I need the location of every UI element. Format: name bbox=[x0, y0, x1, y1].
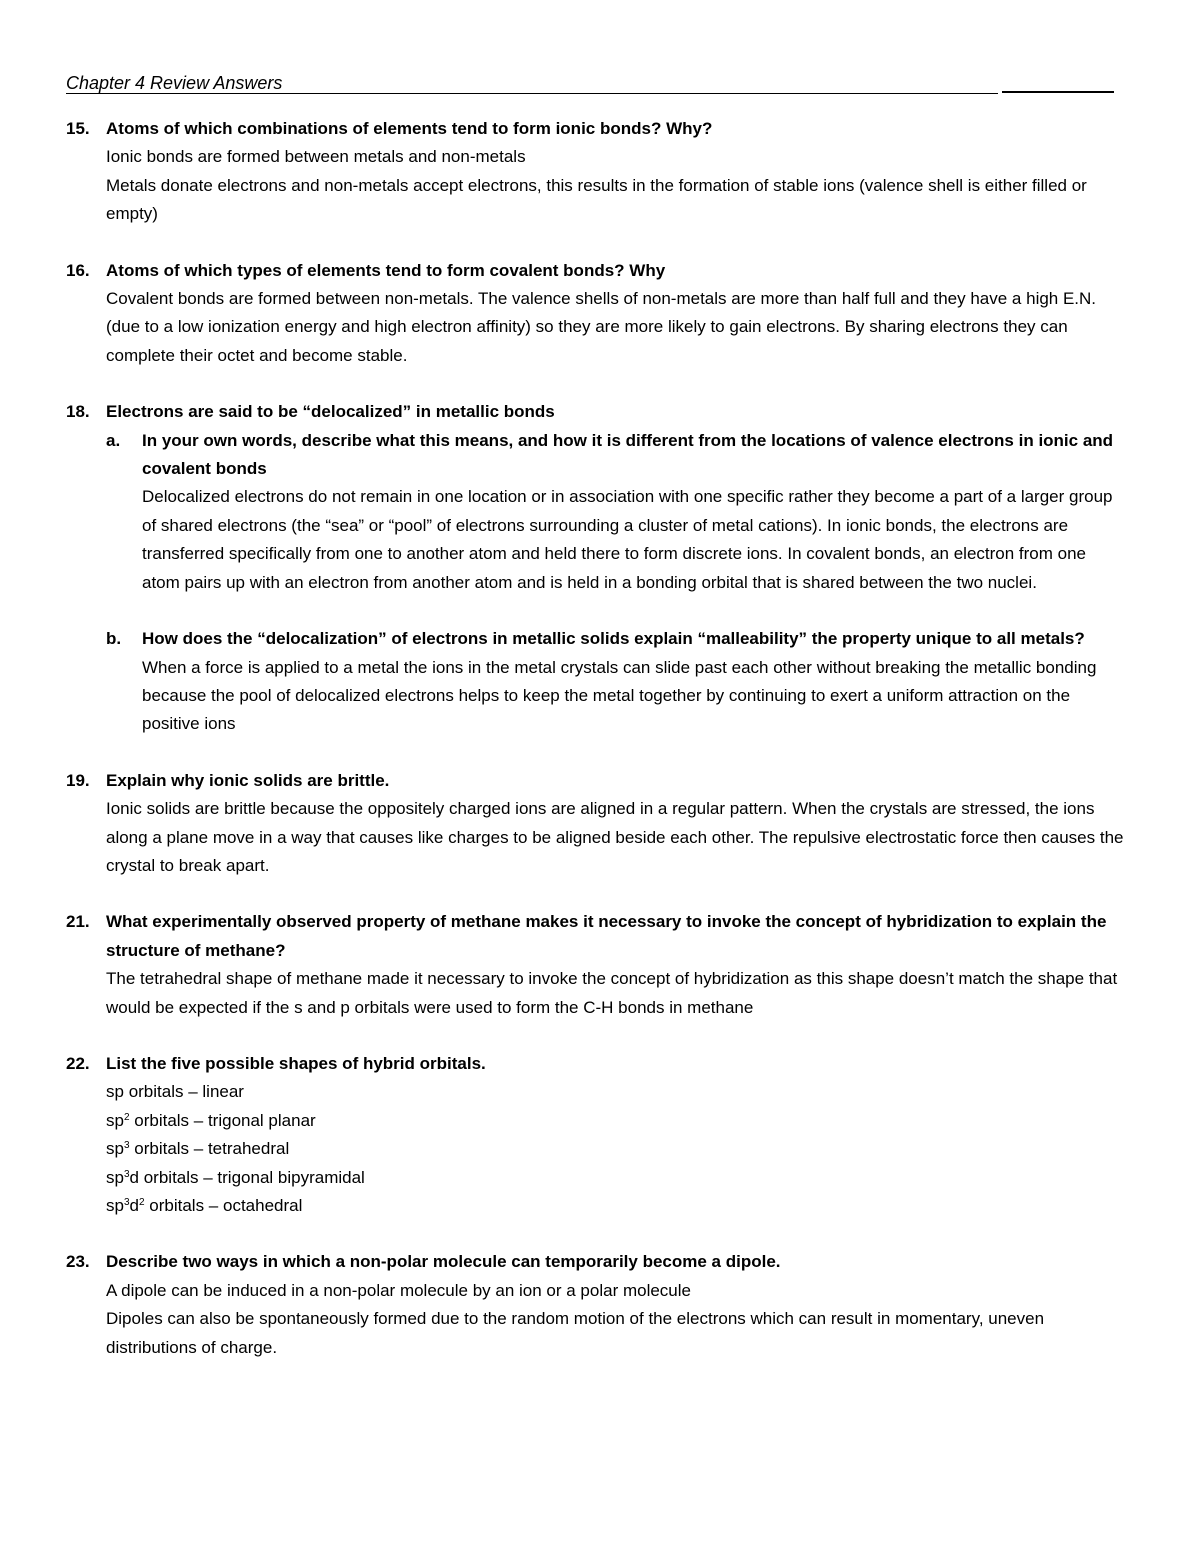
orbital-prefix: sp bbox=[106, 1139, 124, 1159]
orbital-superscript: 3 bbox=[123, 1140, 130, 1152]
answer-line: A dipole can be induced in a non-polar molecule by an ion or a polar molecule bbox=[106, 1280, 691, 1300]
orbital-prefix: sp bbox=[106, 1167, 124, 1187]
question-16 bbox=[66, 257, 1128, 371]
answer-text: Covalent bonds are formed between non-metals. The valence shells of non-metals are more than half full and they have a high E.N. (due to a low ionization energy and high electron affinity) so they are more likely to gain electrons. By sharing electrons they can complete their octet and become stable. bbox=[106, 289, 1097, 365]
shape-description: orbitals – trigonal bipyramidal bbox=[139, 1167, 365, 1187]
orbital-prefix: sp bbox=[106, 1110, 124, 1130]
orbital-d: d bbox=[129, 1167, 139, 1187]
answer-line: Dipoles can also be spontaneously formed due to the random motion of the electrons which can result in momentary, uneven distributions of charge. bbox=[106, 1309, 1045, 1357]
orbital-prefix: sp bbox=[106, 1196, 124, 1215]
header-underline bbox=[66, 93, 998, 94]
answer-line: Ionic bonds are formed between metals and non-metals bbox=[106, 147, 526, 167]
question-number: 21. bbox=[66, 912, 90, 932]
hybrid-shape-item bbox=[106, 1164, 1128, 1192]
question-number: 16. bbox=[66, 260, 90, 280]
sub-question-letter: a. bbox=[106, 430, 121, 450]
answer-text: Delocalized electrons do not remain in one location or in association with one specific rather they become a part of a larger group of shared electrons (the “sea” or “pool” of electrons surrounding a cluster of metal cations). In ionic bonds, the electrons are transferred specifically from one to another atom and held there to form discrete ions. In covalent bonds, an electron from one atom pairs up with an electron from another atom and is held in a bonding orbital that is shared between the two nuclei. bbox=[142, 487, 1113, 592]
answer-text: When a force is applied to a metal the ions in the metal crystals can slide past each other without breaking the metallic bonding because the pool of delocalized electrons helps to keep the metal together by continuing to exert a uniform attraction on the positive ions bbox=[142, 657, 1097, 734]
shape-description: orbitals – tetrahedral bbox=[129, 1139, 290, 1159]
question-number: 23. bbox=[66, 1252, 90, 1272]
question-text: List the five possible shapes of hybrid orbitals. bbox=[106, 1053, 486, 1073]
question-23 bbox=[66, 1248, 1128, 1362]
orbital-superscript: 3 bbox=[123, 1168, 130, 1180]
question-text: Atoms of which combinations of elements tend to form ionic bonds? Why? bbox=[106, 119, 713, 138]
shape-description: orbitals – octahedral bbox=[144, 1196, 303, 1215]
question-15 bbox=[66, 115, 1128, 229]
orbital-superscript: 3 bbox=[123, 1197, 130, 1208]
review-answers bbox=[66, 115, 1128, 1390]
question-22 bbox=[66, 1050, 1128, 1220]
question-text: Electrons are said to be “delocalized” in metallic bonds bbox=[106, 402, 555, 422]
question-text: Atoms of which types of elements tend to form covalent bonds? Why bbox=[106, 260, 666, 280]
page-title: Chapter 4 Review Answers bbox=[66, 73, 283, 93]
question-18 bbox=[66, 398, 1128, 738]
sub-question-b bbox=[106, 625, 1128, 739]
shape-description: orbitals – trigonal planar bbox=[129, 1110, 316, 1130]
question-number: 15. bbox=[66, 119, 90, 138]
question-number: 22. bbox=[66, 1053, 90, 1073]
hybrid-shape-item bbox=[106, 1135, 1128, 1163]
orbital-prefix: sp bbox=[106, 1082, 124, 1102]
question-text: Explain why ionic solids are brittle. bbox=[106, 770, 390, 790]
answer-text: Ionic solids are brittle because the oppositely charged ions are aligned in a regular pattern. When the crystals are stressed, the ions along a plane move in a way that causes like charges to be aligned beside each other. The repulsive electrostatic force then causes the crystal to break apart. bbox=[106, 799, 1124, 875]
question-19 bbox=[66, 767, 1128, 881]
question-21 bbox=[66, 908, 1128, 1022]
header-name-blank bbox=[1002, 91, 1114, 93]
question-number: 19. bbox=[66, 770, 90, 790]
question-text: Describe two ways in which a non-polar molecule can temporarily become a dipole. bbox=[106, 1252, 781, 1272]
answer-line: Metals donate electrons and non-metals accept electrons, this results in the formation of stable ions (valence shell is either filled or empty) bbox=[106, 175, 1087, 224]
orbital-superscript: 2 bbox=[123, 1111, 130, 1123]
orbital-superscript: 2 bbox=[139, 1197, 145, 1208]
answer-text: The tetrahedral shape of methane made it necessary to invoke the concept of hybridization as this shape doesn’t match the shape that would be expected if the s and p orbitals were used to form the C-H bonds in methane bbox=[106, 969, 1118, 1017]
sub-question-letter: b. bbox=[106, 629, 122, 649]
hybrid-shape-item bbox=[106, 1107, 1128, 1135]
question-text: What experimentally observed property of methane makes it necessary to invoke the concept of hybridization to explain the structure of methane? bbox=[106, 912, 1107, 960]
sub-question-text: In your own words, describe what this means, and how it is different from the locations of valence electrons in ionic and covalent bonds bbox=[142, 430, 1114, 479]
hybrid-shape-item bbox=[106, 1078, 1128, 1106]
orbital-d: d bbox=[129, 1196, 139, 1215]
page-header bbox=[66, 72, 1114, 96]
shape-description: orbitals – linear bbox=[123, 1082, 244, 1102]
sub-question-a bbox=[106, 427, 1128, 597]
hybrid-shape-item bbox=[106, 1192, 1128, 1220]
question-number: 18. bbox=[66, 402, 90, 422]
sub-question-text: How does the “delocalization” of electrons in metallic solids explain “malleability” the property unique to all metals? bbox=[142, 629, 1085, 649]
